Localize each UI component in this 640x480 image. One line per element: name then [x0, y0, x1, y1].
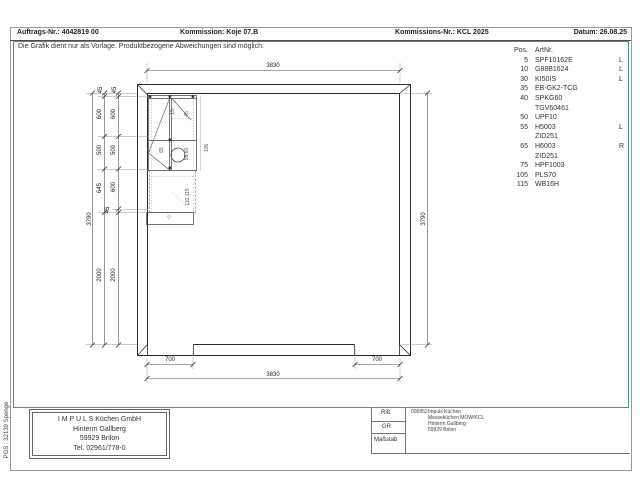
parts-cell-pos	[502, 132, 528, 142]
micro-label: 45	[184, 111, 190, 117]
company-name: I M P U L S Küchen GmbH	[57, 416, 142, 423]
company-street: Hinterm Gallberg	[73, 425, 126, 433]
titleblock-border	[371, 407, 372, 453]
titleblock-address	[428, 410, 484, 434]
dimension-label: 500	[111, 144, 117, 156]
parts-cell-pos	[502, 104, 528, 114]
parts-col-pos: Pos.	[513, 47, 528, 54]
parts-row	[502, 104, 631, 114]
parts-cell-art: UPF10	[535, 114, 557, 122]
dimension-label: 3830	[266, 372, 280, 378]
micro-label: 65	[159, 147, 165, 153]
dimension-label: 600	[111, 108, 117, 120]
parts-row	[502, 123, 631, 133]
parts-cell-pos: 55	[520, 123, 528, 131]
dimension-label: 700	[164, 357, 176, 363]
parts-row	[502, 75, 631, 85]
dimension-label: 3830	[266, 63, 280, 69]
date: Datum: 26.08.25	[573, 29, 627, 36]
disclaimer-note: Die Grafik dient nur als Vorlage. Produktbezogene Abweichungen sind möglich.	[18, 43, 264, 50]
parts-cell-art: EB-GK2-TCG	[535, 85, 578, 93]
titleblock-address-line: 59929 Brilon	[428, 426, 457, 433]
parts-cell-art: TGV60461	[535, 104, 569, 112]
parts-cell-side: L	[619, 66, 623, 74]
parts-rows	[502, 56, 631, 190]
parts-cell-side	[619, 104, 631, 114]
parts-cell-art: HPF1003	[535, 162, 565, 170]
parts-cell-side: R	[619, 142, 625, 150]
parts-cell-pos	[502, 152, 528, 162]
titleblock-address-line: Messeküchen MOW/KCL	[428, 414, 485, 421]
company-city: 59929 Brilon	[79, 435, 120, 442]
parts-cell-art: WB16H	[535, 181, 560, 189]
parts-cell-side	[619, 113, 631, 123]
commission-number: Kommissions-Nr.: KCL 2025	[395, 29, 489, 36]
parts-row	[502, 84, 631, 94]
parts-row	[502, 132, 631, 142]
company-block-inner	[32, 412, 167, 456]
micro-label: ▽	[167, 215, 171, 221]
parts-row	[502, 161, 631, 171]
parts-row	[502, 94, 631, 104]
parts-col-artnr: ArtNr.	[535, 47, 553, 54]
parts-row	[502, 56, 631, 66]
commission: Kommission: Koje 07.B	[180, 29, 259, 36]
parts-cell-side	[619, 152, 631, 162]
dimension-label: 645	[97, 182, 103, 194]
parts-cell-pos: 35	[520, 85, 528, 93]
parts-row	[502, 152, 631, 162]
parts-row	[502, 65, 631, 75]
titleblock-divider	[405, 407, 406, 453]
dimension-label: 45	[112, 86, 118, 94]
titleblock-row-line	[371, 421, 405, 422]
dimension-label: 600	[97, 108, 103, 120]
parts-cell-pos: 30	[520, 75, 528, 83]
parts-cell-art: H6003	[535, 142, 556, 150]
titleblock-number: 006852	[411, 409, 428, 415]
parts-cell-side	[619, 180, 631, 190]
parts-cell-art: G88B1624	[535, 66, 569, 74]
parts-cell-art: ZID251	[535, 152, 558, 160]
titleblock-address-line: Hinterm Gallberg	[428, 420, 466, 427]
parts-cell-art: SPKG60	[535, 94, 563, 102]
company-block	[29, 409, 170, 459]
parts-cell-side: L	[619, 123, 623, 131]
parts-cell-pos: 65	[520, 142, 528, 150]
parts-cell-art: H5003	[535, 123, 556, 131]
parts-cell-art: PLS70	[535, 171, 557, 179]
titleblock-massstab: Maßstab	[374, 437, 398, 443]
parts-row	[502, 142, 631, 152]
micro-label: 110,115	[185, 188, 191, 206]
parts-cell-pos: 40	[520, 94, 528, 102]
dimension-label: 500	[97, 144, 103, 156]
titleblock-riss: Riß	[381, 410, 391, 416]
parts-cell-pos: 115	[516, 181, 528, 189]
dimension-label: 3790	[87, 212, 93, 226]
dimension-label: 600	[111, 181, 117, 193]
parts-cell-pos: 75	[520, 162, 528, 170]
micro-label: 15	[170, 109, 176, 115]
dimension-label: 3790	[421, 212, 427, 226]
titleblock-bottom-line	[371, 453, 630, 454]
dimension-label: 2000	[97, 268, 103, 282]
parts-cell-art: KI50IS	[535, 75, 557, 83]
titleblock-gr: GR	[382, 424, 391, 430]
dimension-label: 45	[98, 86, 104, 94]
dimension-label: 2000	[111, 268, 117, 282]
micro-label: 55,60	[184, 147, 190, 161]
parts-cell-art: SPF10162E	[535, 56, 573, 64]
side-code-text: PGS : 32139 Spenge	[4, 401, 10, 459]
parts-cell-pos: 10	[520, 66, 528, 74]
dimension-label: 45	[105, 206, 111, 214]
order-number: Auftrags-Nr.: 4042819 00	[17, 29, 99, 36]
parts-cell-side	[619, 161, 631, 171]
parts-cell-pos: 5	[524, 56, 528, 64]
parts-cell-side	[619, 84, 631, 94]
parts-cell-side: L	[619, 75, 623, 83]
company-phone: Tel. 02961/778-0	[73, 444, 126, 452]
parts-cell-side: L	[619, 56, 623, 64]
parts-cell-side	[619, 94, 631, 104]
parts-cell-side	[619, 132, 631, 142]
titleblock-row-line	[371, 433, 405, 434]
parts-row	[502, 180, 631, 190]
parts-cell-art: ZID251	[535, 133, 558, 141]
parts-row	[502, 171, 631, 181]
micro-label: 105	[204, 143, 210, 153]
parts-list-header	[502, 46, 631, 56]
parts-list	[502, 46, 631, 190]
parts-cell-pos: 50	[520, 114, 528, 122]
parts-row	[502, 113, 631, 123]
parts-cell-pos: 105	[516, 171, 528, 179]
parts-cell-side	[619, 171, 631, 181]
dimension-label: 700	[371, 357, 383, 363]
titleblock-address-line: Impuls Küchen	[428, 409, 462, 415]
